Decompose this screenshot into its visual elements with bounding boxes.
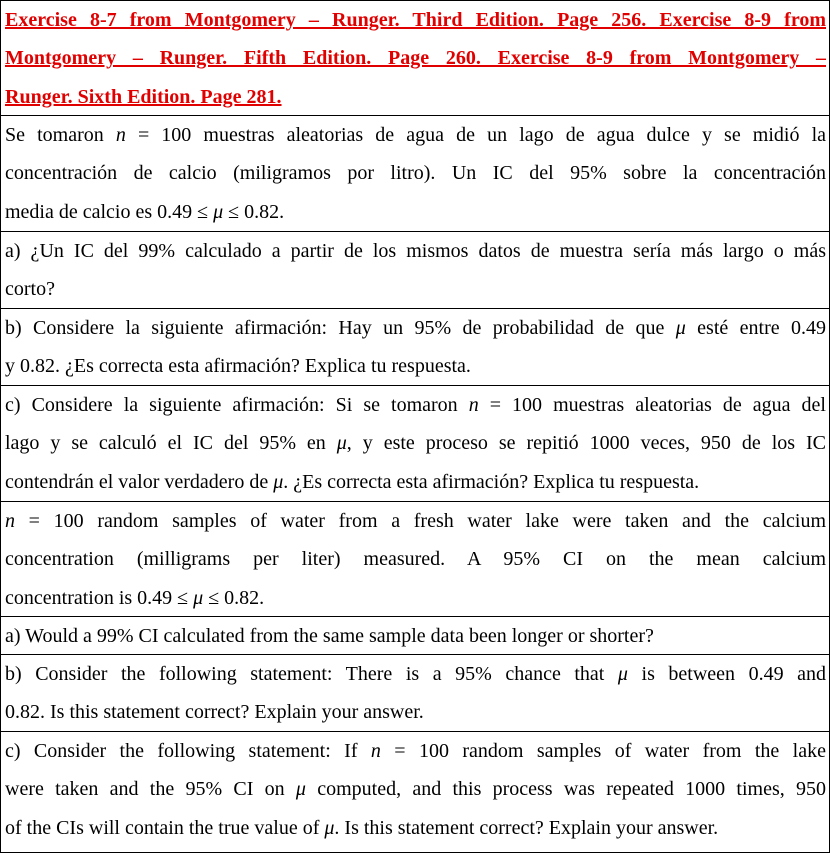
- es-c-line-1: c) Considere la siguiente afirmación: Si se tomaron n = 100 muestras aleatorias de agua del: [5, 394, 826, 416]
- spanish-intro: [1, 116, 829, 232]
- english-question-b: [1, 655, 829, 732]
- english-question-c: [1, 732, 829, 852]
- es-intro-line-1: Se tomaron n = 100 muestras aleatorias de agua de un lago de agua dulce y se midió la: [5, 124, 826, 146]
- en-intro-line-1: n = 100 random samples of water from a fresh water lake were taken and the calcium: [5, 510, 826, 532]
- en-c-line-2: were taken and the 95% CI on μ computed, and this process was repeated 1000 times, 950: [5, 778, 826, 801]
- en-intro-line-3: concentration is 0.49 ≤ μ ≤ 0.82.: [5, 586, 265, 609]
- en-c-line-1: c) Consider the following statement: If n = 100 random samples of water from the lake: [5, 740, 826, 762]
- spanish-question-a: [1, 232, 829, 309]
- source-line-2: Montgomery – Runger. Fifth Edition. Page 260. Exercise 8-9 from Montgomery –: [5, 47, 826, 70]
- es-a-line-1: a) ¿Un IC del 99% calculado a partir de los mismos datos de muestra sería más largo o más: [5, 240, 826, 262]
- english-intro: [1, 502, 829, 617]
- spanish-question-c: [1, 386, 829, 502]
- es-c-line-3: contendrán el valor verdadero de μ. ¿Es correcta esta afirmación? Explica tu respuesta.: [5, 470, 700, 493]
- en-b-line-1: b) Consider the following statement: There is a 95% chance that μ is between 0.49 and: [5, 663, 826, 685]
- es-c-line-2: lago y se calculó el IC del 95% en μ, y este proceso se repitió 1000 veces, 950 de los IC: [5, 432, 826, 455]
- english-question-a: [1, 617, 829, 655]
- es-intro-line-2: concentración de calcio (miligramos por litro). Un IC del 95% sobre la concentración: [5, 162, 826, 185]
- es-a-line-2: corto?: [5, 278, 55, 301]
- en-a-line-1: a) Would a 99% CI calculated from the same sample data been longer or shorter?: [5, 625, 654, 647]
- en-intro-line-2: concentration (milligrams per liter) measured. A 95% CI on the mean calcium: [5, 548, 826, 571]
- spanish-question-b: [1, 309, 829, 386]
- en-c-line-3: of the CIs will contain the true value of μ. Is this statement correct? Explain your answer.: [5, 816, 719, 839]
- en-b-line-2: 0.82. Is this statement correct? Explain your answer.: [5, 701, 424, 724]
- es-b-line-1: b) Considere la siguiente afirmación: Hay un 95% de probabilidad de que μ esté entre 0.49: [5, 317, 826, 339]
- source-reference: [1, 1, 829, 116]
- es-intro-line-3: media de calcio es 0.49 ≤ μ ≤ 0.82.: [5, 200, 285, 223]
- source-line-1: Exercise 8-7 from Montgomery – Runger. Third Edition. Page 256. Exercise 8-9 from: [5, 9, 826, 31]
- es-b-line-2: y 0.82. ¿Es correcta esta afirmación? Explica tu respuesta.: [5, 355, 471, 378]
- source-line-3: Runger. Sixth Edition. Page 281.: [5, 85, 282, 108]
